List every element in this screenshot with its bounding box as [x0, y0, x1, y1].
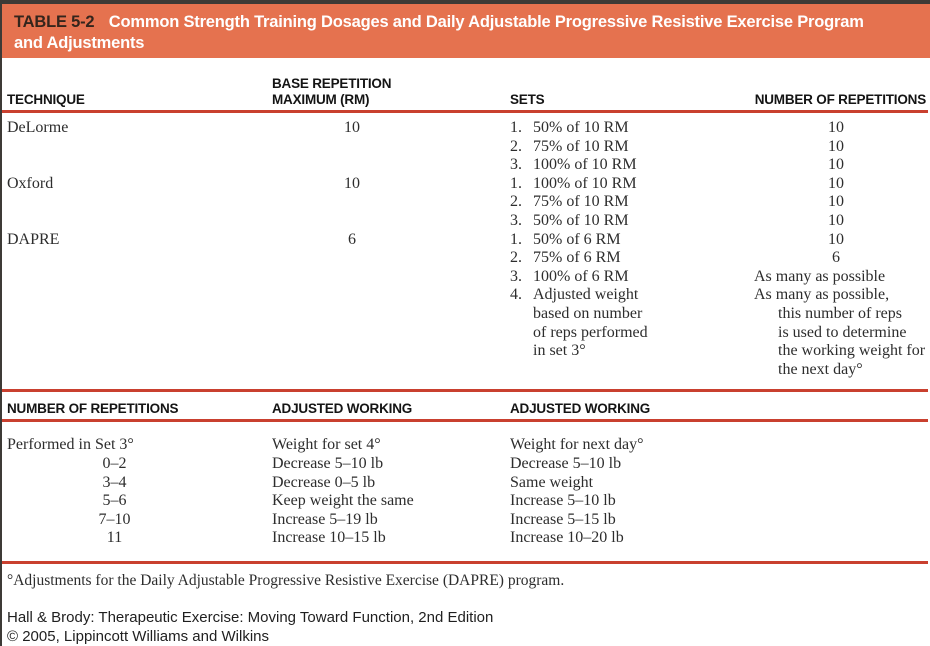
- table-row: 3–4 Decrease 0–5 lb Same weight: [102, 473, 594, 491]
- table-title-text-2: and Adjustments: [14, 34, 145, 52]
- table-row: 7–10 Increase 5–19 lb Increase 5–15 lb: [98, 510, 616, 528]
- base-rm-cell: 10: [344, 119, 360, 136]
- repetitions-cell: 10 10 10: [828, 119, 844, 174]
- base-rm-cell: 6: [348, 230, 356, 248]
- table-row: 0–2 Decrease 5–10 lb Decrease 5–10 lb: [102, 454, 622, 472]
- table-number-label: TABLE 5-2: [14, 13, 95, 31]
- table-row-dapre: [2, 231, 930, 380]
- table2-header-row: [2, 392, 930, 419]
- table1-body: [2, 113, 930, 379]
- technique-cell: DAPRE: [7, 230, 60, 248]
- source-credits: [2, 608, 930, 646]
- sets-cell: 1. 50% of 6 RM 2. 75% of 6 RM 3. 100% of 6 RM 4. Adjusted weight based on number of reps performed in set 3°: [510, 230, 648, 360]
- column-header-adjusted-working-2: ADJUSTED WORKING: [510, 400, 651, 416]
- spacer: [2, 548, 930, 561]
- technique-cell: Oxford: [7, 174, 54, 192]
- base-rm-cell: 10: [344, 174, 360, 192]
- source-title: Hall & Brody: Therapeutic Exercise: Moving Toward Function, 2nd Edition: [7, 608, 494, 626]
- table-row: 11 Increase 10–15 lb Increase 10–20 lb: [106, 529, 624, 547]
- repetitions-cell: 10 6 As many as possible As many as possible, this number of reps is used to determine the working weight for the next day°: [754, 230, 926, 378]
- column-header-technique: TECHNIQUE: [7, 91, 85, 107]
- column-header-sets: SETS: [510, 91, 545, 107]
- title-line-2: [14, 33, 918, 54]
- table-title-bar: [2, 4, 930, 58]
- table-row: 5–6 Keep weight the same Increase 5–10 lb: [102, 492, 616, 510]
- table-row-oxford: [2, 175, 930, 231]
- sets-cell: 1. 50% of 10 RM 2. 75% of 10 RM 3. 100% of 10 RM: [510, 119, 637, 174]
- column-header-number-of-repetitions: NUMBER OF REPETITIONS: [7, 400, 179, 416]
- table-row: Performed in Set 3° Weight for set 4° Weight for next day°: [7, 436, 644, 454]
- column-header-number-of-repetitions: NUMBER OF REPETITIONS: [754, 91, 926, 107]
- table1-header-row: [2, 58, 930, 110]
- table-row-delorme: [2, 119, 930, 175]
- sets-cell: 1. 100% of 10 RM 2. 75% of 10 RM 3. 50% of 10 RM: [510, 174, 637, 229]
- technique-cell: DeLorme: [7, 119, 69, 136]
- repetitions-cell: 10 10 10: [828, 174, 844, 229]
- source-copyright: © 2005, Lippincott Williams and Wilkins: [7, 628, 269, 646]
- column-header-base-rm: BASE REPETITION MAXIMUM (RM): [272, 76, 392, 107]
- spacer: [2, 379, 930, 389]
- table2-body: [2, 422, 930, 548]
- table-footnote: °Adjustments for the Daily Adjustable Progressive Resistive Exercise (DAPRE) program.: [7, 571, 565, 589]
- table-title-text: Common Strength Training Dosages and Daily Adjustable Progressive Resistive Exercise Program: [108, 13, 864, 31]
- column-header-adjusted-working-1: ADJUSTED WORKING: [272, 400, 413, 416]
- title-line-1: [14, 12, 918, 33]
